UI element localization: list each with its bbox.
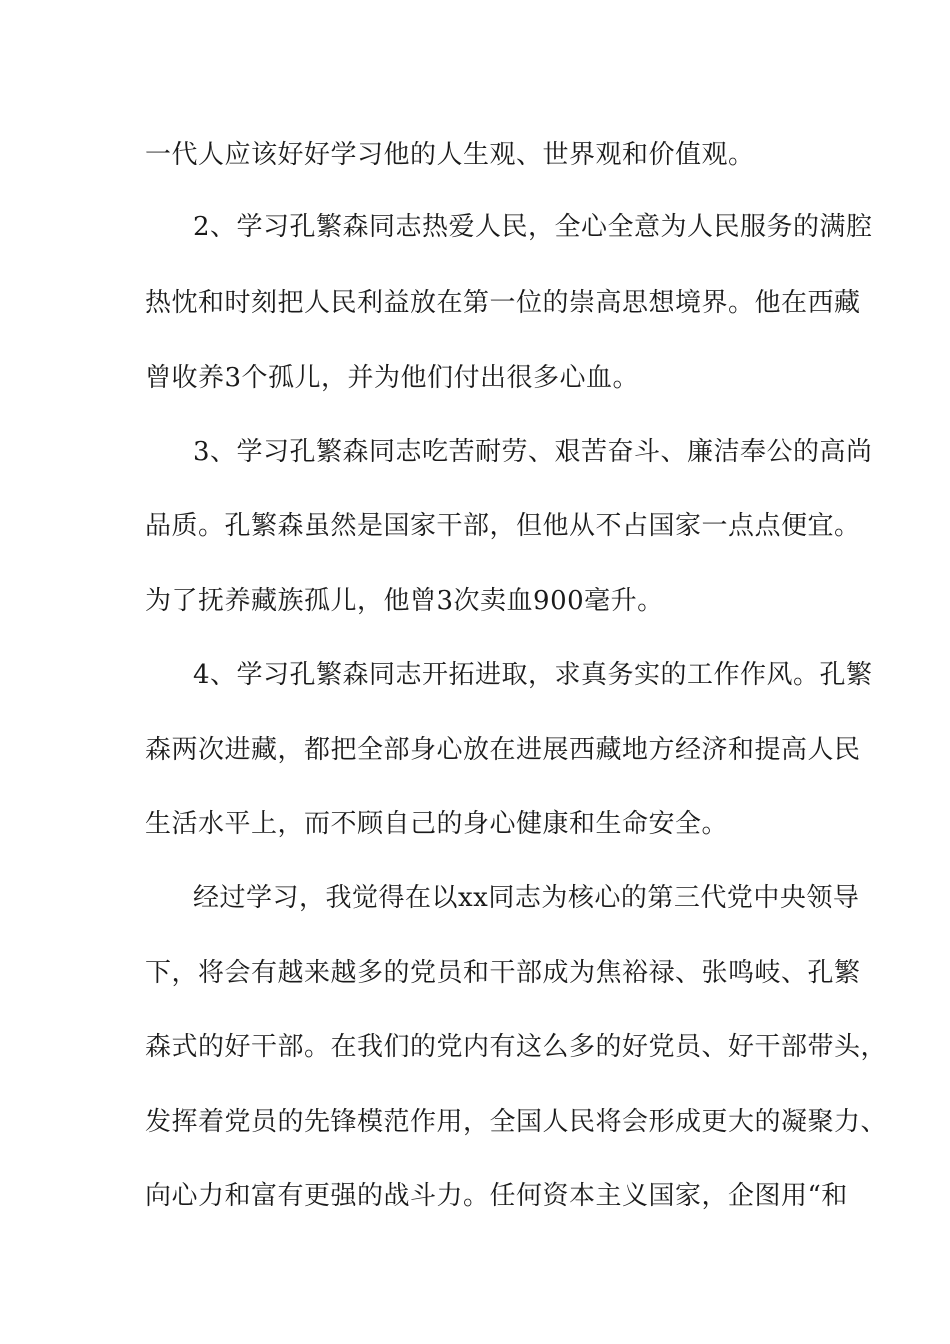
- text-line: 热忱和时刻把人民利益放在第一位的崇高思想境界。他在西藏: [145, 288, 861, 318]
- paragraph-start-line: 2、学习孔繁森同志热爱人民，全心全意为人民服务的满腔: [193, 212, 873, 242]
- paragraph-start-line: 4、学习孔繁森同志开拓进取，求真务实的工作作风。孔繁: [193, 660, 873, 690]
- text-line: 森两次进藏，都把全部身心放在进展西藏地方经济和提高人民: [145, 735, 861, 765]
- text-line: 发挥着党员的先锋模范作用，全国人民将会形成更大的凝聚力、: [145, 1107, 888, 1137]
- text-line: 为了抚养藏族孤儿，他曾3次卖血900毫升。: [145, 586, 664, 616]
- text-line: 下，将会有越来越多的党员和干部成为焦裕禄、张鸣岐、孔繁: [145, 958, 861, 988]
- text-line: 生活水平上，而不顾自己的身心健康和生命安全。: [145, 809, 729, 839]
- paragraph-start-line: 3、学习孔繁森同志吃苦耐劳、艰苦奋斗、廉洁奉公的高尚: [193, 437, 873, 467]
- text-line: 森式的好干部。在我们的党内有这么多的好党员、好干部带头，: [145, 1032, 888, 1062]
- paragraph-start-line: 经过学习，我觉得在以xx同志为核心的第三代党中央领导: [193, 883, 860, 913]
- text-line: 一代人应该好好学习他的人生观、世界观和价值观。: [145, 140, 755, 170]
- text-line: 向心力和富有更强的战斗力。任何资本主义国家，企图用“和: [145, 1181, 848, 1211]
- text-line: 曾收养3个孤儿，并为他们付出很多心血。: [145, 363, 640, 393]
- text-line: 品质。孔繁森虽然是国家干部，但他从不占国家一点点便宜。: [145, 511, 861, 541]
